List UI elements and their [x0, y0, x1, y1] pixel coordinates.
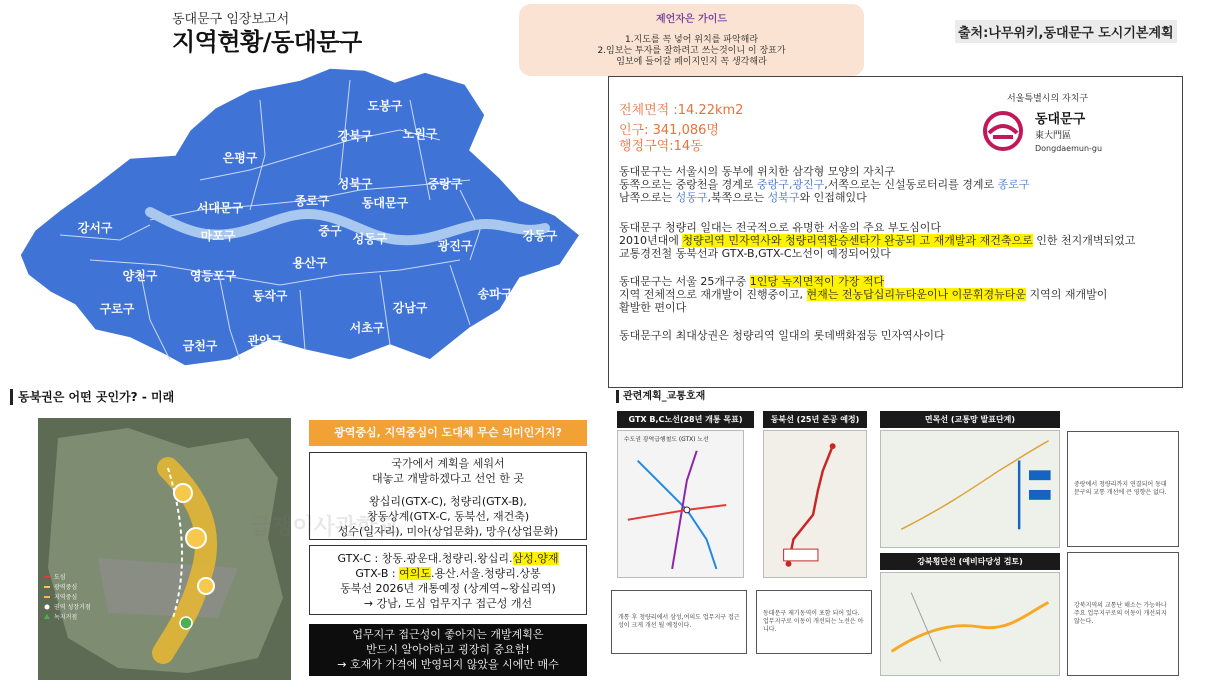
hub-marker-chang-dong [174, 484, 192, 502]
takeaway-line: 반드시 알아야하고 굉장히 중요함! [366, 643, 530, 656]
watermark-text: 급쟁이사관학교 [250, 515, 399, 540]
section-title-northeast: 동북권은 어떤 곳인가? - 미래 [10, 389, 174, 405]
para4-line1: 동대문구의 최대상권은 청량리역 일대의 롯데백화점등 민자역사이다 [619, 329, 945, 342]
box1-line: 왕십리(GTX-C), 청량리(GTX-B), [369, 495, 527, 508]
para1-line2: 동쪽으로는 중랑천을 경계로 중랑구,광진구,서쪽으로는 신설동로터리를 경계로 종로구 [619, 178, 1030, 191]
district-label: 용산구 [292, 256, 328, 270]
district-label: 동대문구 [361, 196, 409, 210]
district-label: 금천구 [182, 339, 218, 353]
stat-area: 전체면적 :14.22km2 [619, 103, 744, 118]
box1-line: 국가에서 계획을 세워서 [391, 457, 505, 470]
district-label: 도봉구 [367, 99, 403, 113]
seoul-district-label: 서울특별시의 자치구 [1007, 94, 1089, 104]
district-label: 강남구 [392, 301, 428, 315]
para3-line3: 활발한 편이다 [619, 301, 687, 314]
svg-text:도심: 도심 [54, 574, 66, 581]
svg-text:녹지거점: 녹지거점 [54, 614, 78, 621]
svg-text:광역중심: 광역중심 [54, 584, 78, 591]
svg-text:지역중심: 지역중심 [54, 594, 78, 601]
gu-name: 동대문구 [1035, 112, 1086, 127]
para2-line1: 동대문구 청량리 일대는 전국적으로 유명한 서울의 주요 부도심이다 [619, 221, 942, 234]
note-myeonmok: 중랑에서 청량리까지 연결되어 동대문구의 교통 개선에 큰 영향은 없다. [1067, 431, 1179, 547]
report-subtitle: 동대문구 임장보고서 [172, 12, 290, 27]
district-label: 송파구 [477, 287, 513, 301]
panel-header-dongbuk: 동북선 (25년 준공 예정) [763, 411, 867, 428]
seoul-district-map [0, 60, 600, 380]
hub-marker-cheongnyangni [186, 528, 206, 548]
gu-hanja: 東大門區 [1035, 131, 1072, 141]
district-label: 노원구 [402, 127, 438, 141]
district-label: 중랑구 [427, 177, 463, 191]
district-label: 은평구 [222, 151, 258, 165]
dongdaemun-emblem-icon [983, 111, 1023, 151]
para3-line1: 동대문구는 서울 25개구중 1인당 녹지면적이 가장 적다 [619, 275, 885, 288]
district-label: 광진구 [437, 239, 473, 253]
district-label: 성동구 [352, 232, 388, 246]
section-title-transport: 관련계획_교통호재 [616, 390, 705, 403]
note-gtx: 개통 후 청량리에서 삼성,여의도 업무지구 접근성이 크게 개선 될 예정이다. [611, 590, 747, 654]
northeast-aerial-map [38, 418, 291, 680]
district-label: 영등포구 [189, 269, 237, 283]
district-label: 마포구 [200, 229, 236, 243]
hub-marker-green [180, 617, 192, 629]
guide-line-3: 임보에 들어갈 페이지인지 꼭 생각해라 [616, 57, 767, 67]
stat-admin-divisions: 행정구역:14동 [619, 139, 703, 154]
gangbuk-route-map [880, 572, 1060, 676]
district-label: 동작구 [252, 289, 288, 303]
para2-line2: 2010년대에 청량리역 민자역사와 청량리역환승센타가 완공되 고 재개발과 재건축으로 인한 천지개벽되었고 [619, 234, 1136, 247]
svg-text:수도권 광역급행철도 (GTX) 노선: 수도권 광역급행철도 (GTX) 노선 [623, 437, 709, 444]
gu-roman: Dongdaemun-gu [1035, 144, 1103, 153]
key-takeaway-box [309, 624, 587, 676]
panel-header-gangbuk: 강북횡단선 (예비타당성 검토) [880, 553, 1060, 570]
district-label: 강동구 [522, 229, 558, 243]
note-dongbuk: 동대문구 제기동역이 포함 되어 있다. 업무지구로 이동이 개선되는 노선은 아니다. [756, 590, 872, 654]
para2-line3: 교통경전철 동북선과 GTX-B,GTX-C노선이 예정되어있다 [619, 247, 891, 260]
orange-question-header: 광역중심, 지역중심이 도대체 무슨 의미인거지? [309, 420, 587, 446]
para1-line1: 동대문구는 서울시의 동부에 위치한 삼각형 모양의 자치구 [619, 165, 896, 178]
para3-line2: 지역 전체적으로 재개발이 진행중이고, 현재는 전농답십리뉴타운이나 이문휘경뉴타운 지역의 재개발이 [619, 288, 1108, 301]
takeaway-line: 업무지구 접근성이 좋아지는 개발계획은 [352, 628, 544, 641]
box2-line-dongbuk: 동북선 2026년 개통예정 (상계역~왕십리역) [340, 582, 556, 595]
district-label: 관악구 [247, 334, 283, 348]
box1-line: 창동상계(GTX-C, 동북선, 재건축) [366, 510, 530, 523]
box2-line-gtx-c: GTX-C : 창동.광운대.청량리.왕십리.삼성.양재 [337, 552, 559, 565]
svg-text:권역 성장거점: 권역 성장거점 [54, 604, 91, 611]
box1-line: 대놓고 개발하겠다고 선언 한 곳 [371, 472, 525, 485]
para1-line3: 남쪽으로는 성동구,북쪽으로는 성북구와 인접해있다 [619, 191, 867, 204]
guide-line-1: 1.지도를 꼭 넣어 위치를 파악해라 [624, 35, 759, 45]
district-label: 강북구 [337, 129, 373, 143]
gtx-route-box [309, 545, 587, 615]
box1-line: 성수(일자리), 미아(상업문화), 망우(상업문화) [337, 525, 559, 538]
guide-title: 제언자은 가이드 [655, 14, 728, 25]
panel-header-myeonmok: 면목선 (교통망 발표단계) [880, 411, 1060, 428]
district-label: 종로구 [294, 194, 330, 208]
page-title: 지역현황/동대문구 [172, 28, 362, 56]
district-label: 강서구 [77, 221, 113, 235]
development-plan-box [309, 452, 587, 540]
box2-line-gtx-b: GTX-B : 여의도.용산.서울.청량리.상봉 [355, 567, 541, 580]
district-info-box [608, 76, 1183, 388]
takeaway-line: → 호재가 가격에 반영되지 않았을 시에만 매수 [337, 658, 559, 671]
myeonmok-route-map [880, 430, 1060, 548]
box2-line-access: → 강남, 도심 업무지구 접근성 개선 [363, 597, 533, 610]
guide-line-2: 2.임보는 투자를 잘하려고 쓰는것이니 이 장표가 [597, 46, 786, 56]
district-label: 중구 [318, 224, 342, 238]
district-label: 서대문구 [196, 201, 244, 215]
hub-marker-wangsimni [198, 578, 214, 594]
source-label: 출처:나무위키,동대문구 도시기본계획 [955, 20, 1177, 43]
stat-population: 인구: 341,086명 [619, 123, 719, 138]
district-label: 서초구 [349, 321, 385, 335]
district-label: 양천구 [122, 269, 158, 283]
district-label: 구로구 [99, 302, 135, 316]
panel-header-gtx: GTX B,C노선(28년 개통 목표) [617, 411, 754, 428]
note-gangbuk: 강북지역의 교통난 해소는 가능하나 주요 업무지구로의 이동이 개선되지 않는다. [1067, 552, 1179, 676]
box1-spacer [310, 486, 586, 494]
district-label: 성북구 [337, 177, 373, 191]
gtx-route-map [617, 430, 744, 578]
dongbuk-route-map [763, 430, 867, 578]
